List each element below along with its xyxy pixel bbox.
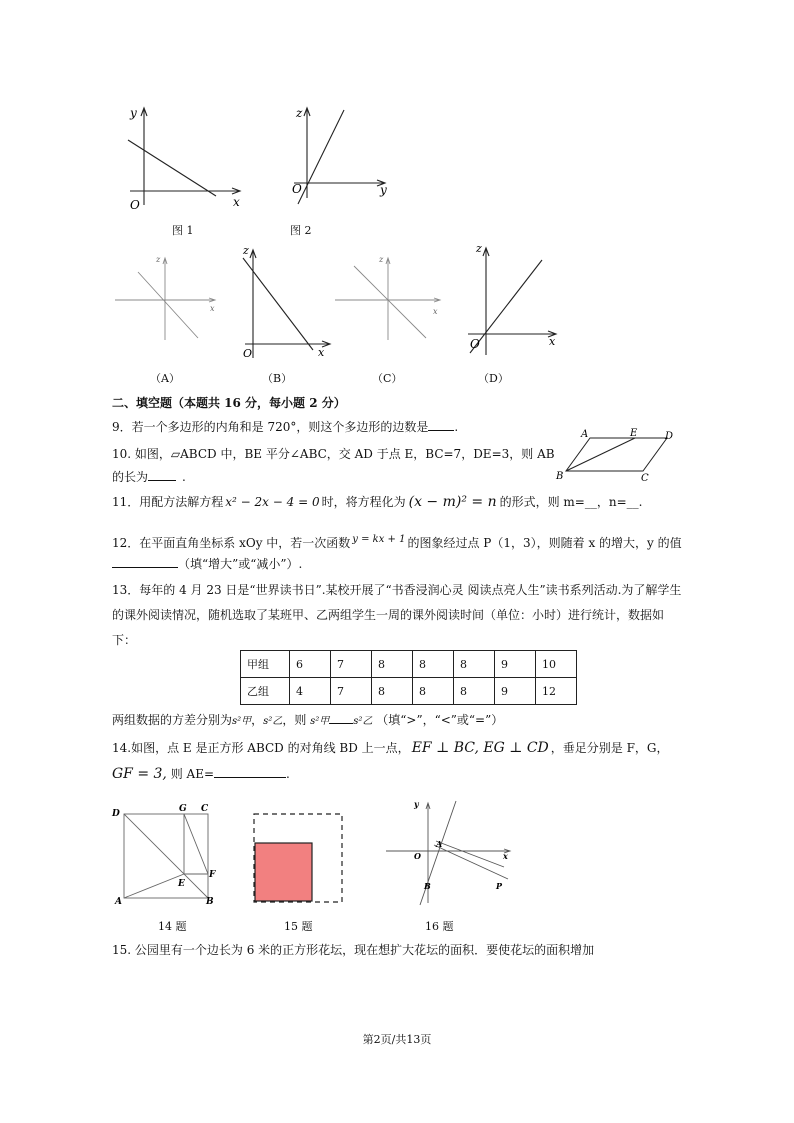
question-9-text: 9．若一个多边形的内角和是 720°，则这个多边形的边数是	[112, 420, 429, 434]
question-11-text: 时，将方程化为	[321, 495, 406, 509]
question-13-text: ，则	[282, 713, 307, 727]
question-10-text: 的长为	[112, 470, 149, 484]
table-cell: 9	[495, 651, 536, 678]
option-d-graph	[460, 240, 560, 362]
question-11-text: 11．用配方法解方程	[112, 495, 224, 509]
perpendicular-condition: EF ⊥ BC, EG ⊥ CD	[411, 740, 549, 756]
question-10-line-2	[112, 469, 186, 485]
table-cell: 8	[454, 678, 495, 705]
table-cell: 9	[495, 678, 536, 705]
z-axis-label: z	[156, 255, 161, 264]
option-b-caption: （B）	[262, 372, 293, 385]
question-12-text: 12．在平面直角坐标系 xOy 中，若一次函数	[112, 536, 351, 550]
figure-16-graph	[382, 795, 512, 910]
question-14-text: ，垂足分别是 F，G，	[550, 741, 669, 755]
question-13-line-1: 13．每年的 4 月 23 日是“世界读书日”.某校开展了“书香浸润心灵 阅读点亮人生”读书系列活动.为了解学生	[112, 583, 682, 597]
option-b-graph	[235, 240, 335, 362]
figure-14-square	[108, 800, 226, 910]
x-axis-label: x	[318, 346, 325, 359]
x-axis-label: x	[433, 307, 438, 316]
figure-1-caption: 图 1	[172, 224, 194, 237]
label-e: E	[630, 428, 638, 439]
option-a-caption: （A）	[150, 372, 180, 385]
answer-blank	[112, 567, 178, 568]
question-11-text: 的形式，则 m=__，n=__.	[499, 495, 643, 509]
table-row	[241, 651, 577, 678]
function-equation: y = kx + 1	[352, 534, 406, 545]
table-row	[241, 678, 577, 705]
origin-label: O	[130, 198, 140, 212]
table-cell: 8	[372, 678, 413, 705]
table-cell: 12	[536, 678, 577, 705]
label-b: B	[424, 881, 431, 891]
table-cell: 6	[290, 651, 331, 678]
table-cell: 乙组	[241, 678, 290, 705]
period: .	[454, 420, 459, 434]
question-13-text: 两组数据的方差分别为	[112, 713, 233, 727]
question-14-text: 则 AE=	[170, 767, 215, 781]
answer-blank	[428, 430, 454, 431]
figure-14-caption: 14 题	[158, 920, 187, 933]
figure-15-squares	[250, 810, 348, 908]
origin-label: O	[243, 347, 253, 360]
question-14-text: 14.如图，点 E 是正方形 ABCD 的对角线 BD 上一点，	[112, 741, 410, 755]
variance-yi: s²乙	[263, 716, 283, 727]
label-c: C	[201, 804, 209, 814]
label-f: F	[209, 870, 216, 880]
question-14	[112, 740, 669, 756]
y-axis-label: y	[130, 106, 137, 120]
figure-16-caption: 16 题	[425, 920, 454, 933]
label-a: A	[436, 839, 443, 849]
question-15: 15. 公园里有一个边长为 6 米的正方形花坛，现在想扩大花坛的面积．要使花坛的面积增加	[112, 943, 595, 957]
parallelogram-figure	[555, 425, 680, 485]
table-cell: 4	[290, 678, 331, 705]
option-c-caption: （C）	[372, 372, 403, 385]
question-12-text: （填“增大”或“减小”）.	[178, 557, 303, 571]
option-a-graph	[110, 250, 220, 350]
question-12-text: 的图象经过点 P（1，3），则随着 x 的增大，y 的值	[407, 536, 682, 550]
question-10-line-1: 10. 如图，▱ABCD 中，BE 平分∠ABC，交 AD 于点 E，BC=7，DE=3，则 AB	[112, 447, 555, 461]
x-axis-label: x	[233, 195, 240, 209]
period: .	[286, 767, 290, 781]
figure-1	[110, 100, 250, 220]
figure-2	[280, 100, 400, 210]
equation-1: x² − 2x − 4 = 0	[225, 495, 320, 509]
reading-time-table	[240, 650, 577, 705]
option-d-caption: （D）	[478, 372, 509, 385]
variance-yi: s²乙	[353, 716, 373, 727]
label-b: B	[206, 897, 214, 907]
label-a: A	[115, 897, 122, 907]
answer-blank	[148, 480, 176, 481]
x-axis-label: x	[210, 304, 215, 313]
variance-jia: s²甲	[232, 716, 252, 727]
label-b: B	[556, 471, 564, 482]
label-g: G	[179, 804, 187, 814]
origin-label: O	[414, 851, 421, 861]
table-cell: 7	[331, 651, 372, 678]
z-axis-label: z	[379, 255, 384, 264]
table-cell: 8	[454, 651, 495, 678]
table-cell: 8	[372, 651, 413, 678]
z-axis-label: z	[296, 106, 303, 120]
question-12	[112, 532, 682, 551]
table-cell: 10	[536, 651, 577, 678]
y-axis-label: y	[380, 183, 387, 197]
label-d: D	[665, 431, 674, 442]
equation-2: (x − m)² = n	[408, 494, 497, 510]
question-12-line-2	[112, 556, 302, 572]
figure-15-caption: 15 题	[284, 920, 313, 933]
question-14-line-2	[112, 766, 290, 782]
label-c: C	[641, 473, 649, 484]
question-13-line-3: 下：	[112, 633, 137, 647]
z-axis-label: z	[476, 242, 482, 255]
page-footer: 第2页/共13页	[362, 1033, 432, 1046]
y-axis-label: y	[414, 799, 419, 809]
table-cell: 甲组	[241, 651, 290, 678]
label-p: P	[496, 881, 503, 891]
period: .	[182, 470, 186, 484]
figure-2-caption: 图 2	[290, 224, 312, 237]
table-cell: 7	[331, 678, 372, 705]
origin-label: O	[470, 337, 480, 351]
x-axis-label: x	[549, 335, 556, 348]
option-c-graph	[330, 250, 445, 350]
question-11	[112, 494, 642, 510]
x-axis-label: x	[503, 851, 508, 861]
table-cell: 8	[413, 651, 454, 678]
z-axis-label: z	[243, 244, 249, 257]
answer-blank	[214, 777, 286, 778]
origin-label: O	[292, 182, 302, 196]
table-cell: 8	[413, 678, 454, 705]
question-13-after-table: 两组数据的方差分别为s²甲，s²乙，则 s²甲 s²乙 （填“>”，“<”或“=”）	[112, 713, 504, 727]
variance-jia: s²甲	[310, 716, 330, 727]
section-heading: 二、填空题（本题共 16 分，每小题 2 分）	[112, 396, 346, 410]
label-d: D	[112, 809, 120, 819]
gf-value: GF = 3,	[112, 766, 167, 782]
question-13-text: （填“>”，“<”或“=”）	[376, 713, 504, 727]
answer-blank	[329, 723, 353, 724]
question-13-line-2: 的课外阅读情况，随机选取了某班甲、乙两组学生一周的课外阅读时间（单位：小时）进行统计，数据如	[112, 608, 665, 622]
label-e: E	[178, 879, 185, 889]
label-a: A	[581, 429, 589, 440]
question-9	[112, 419, 458, 435]
original-flower-bed	[255, 843, 312, 901]
